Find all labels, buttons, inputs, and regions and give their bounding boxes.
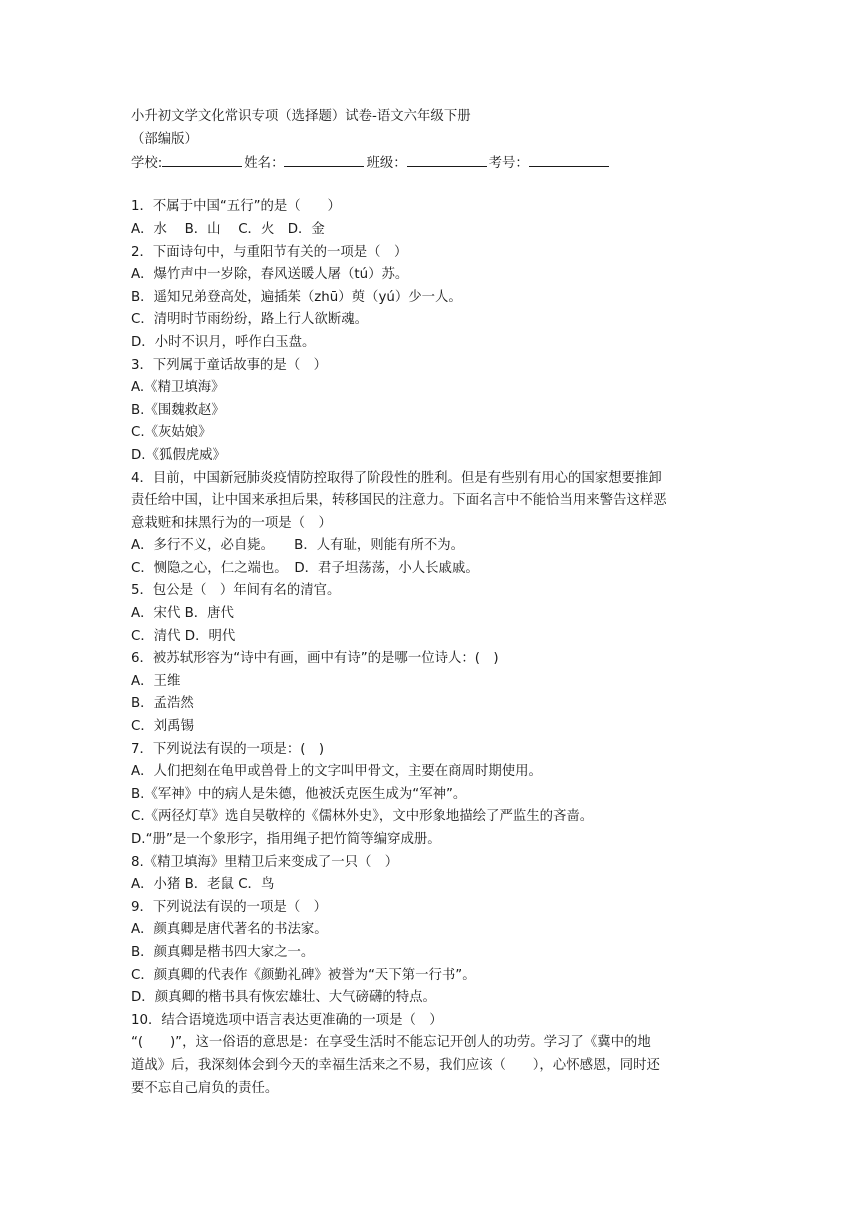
name-label: 姓名： bbox=[244, 156, 285, 172]
question-9-option-d: D．颜真卿的楷书具有恢宏雄壮、大气磅礴的特点。 bbox=[131, 990, 436, 1006]
question-5-options-ab: A．宋代 B．唐代 bbox=[131, 606, 234, 622]
question-4-stem-line-1: 4．目前，中国新冠肺炎疫情防控取得了阶段性的胜利。但是有些别有用心的国家想要推卸 bbox=[131, 470, 662, 486]
exam-no-label: 考号： bbox=[488, 156, 529, 172]
student-info-row bbox=[131, 151, 731, 174]
question-10-body-line-1: “( )”，这一俗语的意思是：在享受生活时不能忘记开创人的功劳。学习了《冀中的地 bbox=[131, 1035, 651, 1051]
exam-content bbox=[131, 106, 731, 1100]
question-10-stem: 10．结合语境选项中语言表达更准确的一项是（ ） bbox=[131, 1012, 443, 1028]
question-3-option-d: D.《狐假虎威》 bbox=[131, 447, 226, 463]
question-7-option-a: A．人们把刻在龟甲或兽骨上的文字叫甲骨文，主要在商周时期使用。 bbox=[131, 764, 542, 780]
question-4-stem-line-3: 意栽赃和抹黑行为的一项是（ ） bbox=[131, 515, 332, 531]
question-3-stem: 3．下列属于童话故事的是（ ） bbox=[131, 357, 327, 373]
exam-no-blank[interactable] bbox=[529, 151, 609, 167]
spacer bbox=[131, 174, 731, 197]
question-1-options: A．水 B．山 C．火 D．金 bbox=[131, 221, 325, 237]
question-2-option-b: B．遥知兄弟登高处，遍插茱（zhū）萸（yú）少一人。 bbox=[131, 289, 462, 305]
question-2-option-d: D．小时不识月，呼作白玉盘。 bbox=[131, 334, 316, 350]
question-3-option-c: C.《灰姑娘》 bbox=[131, 425, 212, 441]
question-4-stem-line-2: 责任给中国，让中国来承担后果，转移国民的注意力。下面名言中不能恰当用来警告这样恶 bbox=[131, 493, 667, 509]
question-7-option-c: C.《两径灯草》选自吴敬梓的《儒林外史》，文中形象地描绘了严监生的吝啬。 bbox=[131, 809, 594, 825]
name-blank[interactable] bbox=[284, 151, 364, 167]
question-6-option-b: B．孟浩然 bbox=[131, 696, 194, 712]
question-8-options: A．小猪 B．老鼠 C．鸟 bbox=[131, 877, 275, 893]
question-2-option-a: A．爆竹声中一岁除，春风送暖人屠（tú）苏。 bbox=[131, 267, 409, 283]
question-3-option-b: B.《围魏救赵》 bbox=[131, 402, 225, 418]
question-6-stem: 6．被苏轼形容为“诗中有画，画中有诗”的是哪一位诗人：( ) bbox=[131, 651, 499, 667]
question-6-option-a: A．王维 bbox=[131, 673, 181, 689]
exam-title: 小升初文学文化常识专项（选择题）试卷-语文六年级下册 bbox=[131, 109, 471, 124]
question-9-stem: 9．下列说法有误的一项是（ ） bbox=[131, 899, 327, 915]
question-4-options-ab: A．多行不义，必自毙。 B．人有耻，则能有所不为。 bbox=[131, 538, 465, 554]
question-4-options-cd: C．恻隐之心，仁之端也。 D．君子坦荡荡，小人长戚戚。 bbox=[131, 560, 479, 576]
question-3-option-a: A.《精卫填海》 bbox=[131, 380, 225, 396]
question-7-option-d: D.“册”是一个象形字，指用绳子把竹简等编穿成册。 bbox=[131, 832, 441, 847]
question-8-stem: 8.《精卫填海》里精卫后来变成了一只（ ） bbox=[131, 854, 399, 870]
school-label: 学校: bbox=[131, 156, 163, 172]
question-5-options-cd: C．清代 D．明代 bbox=[131, 628, 236, 644]
class-blank[interactable] bbox=[407, 151, 487, 167]
question-1-stem: 1．不属于中国“五行”的是（ ） bbox=[131, 199, 341, 215]
school-blank[interactable] bbox=[162, 151, 242, 167]
question-9-option-a: A．颜真卿是唐代著名的书法家。 bbox=[131, 922, 328, 938]
question-9-option-b: B．颜真卿是楷书四大家之一。 bbox=[131, 944, 315, 960]
question-7-option-b: B.《军神》中的病人是朱德，他被沃克医生成为“军神”。 bbox=[131, 786, 467, 802]
exam-edition: （部编版） bbox=[131, 131, 198, 147]
question-6-option-c: C．刘禹锡 bbox=[131, 719, 194, 735]
question-5-stem: 5．包公是（ ）年间有名的清官。 bbox=[131, 583, 341, 599]
class-label: 班级： bbox=[366, 156, 407, 172]
question-2-stem: 2．下面诗句中，与重阳节有关的一项是（ ） bbox=[131, 244, 408, 260]
question-10-body-line-3: 要不忘自己肩负的责任。 bbox=[131, 1080, 279, 1096]
question-9-option-c: C．颜真卿的代表作《颜勤礼碑》被誉为“天下第一行书”。 bbox=[131, 967, 476, 983]
question-10-body-line-2: 道战》后，我深刻体会到今天的幸福生活来之不易，我们应该（ ），心怀感恩，同时还 bbox=[131, 1057, 660, 1073]
question-2-option-c: C．清明时节雨纷纷，路上行人欲断魂。 bbox=[131, 312, 368, 328]
question-7-stem: 7．下列说法有误的一项是：( ) bbox=[131, 741, 325, 757]
